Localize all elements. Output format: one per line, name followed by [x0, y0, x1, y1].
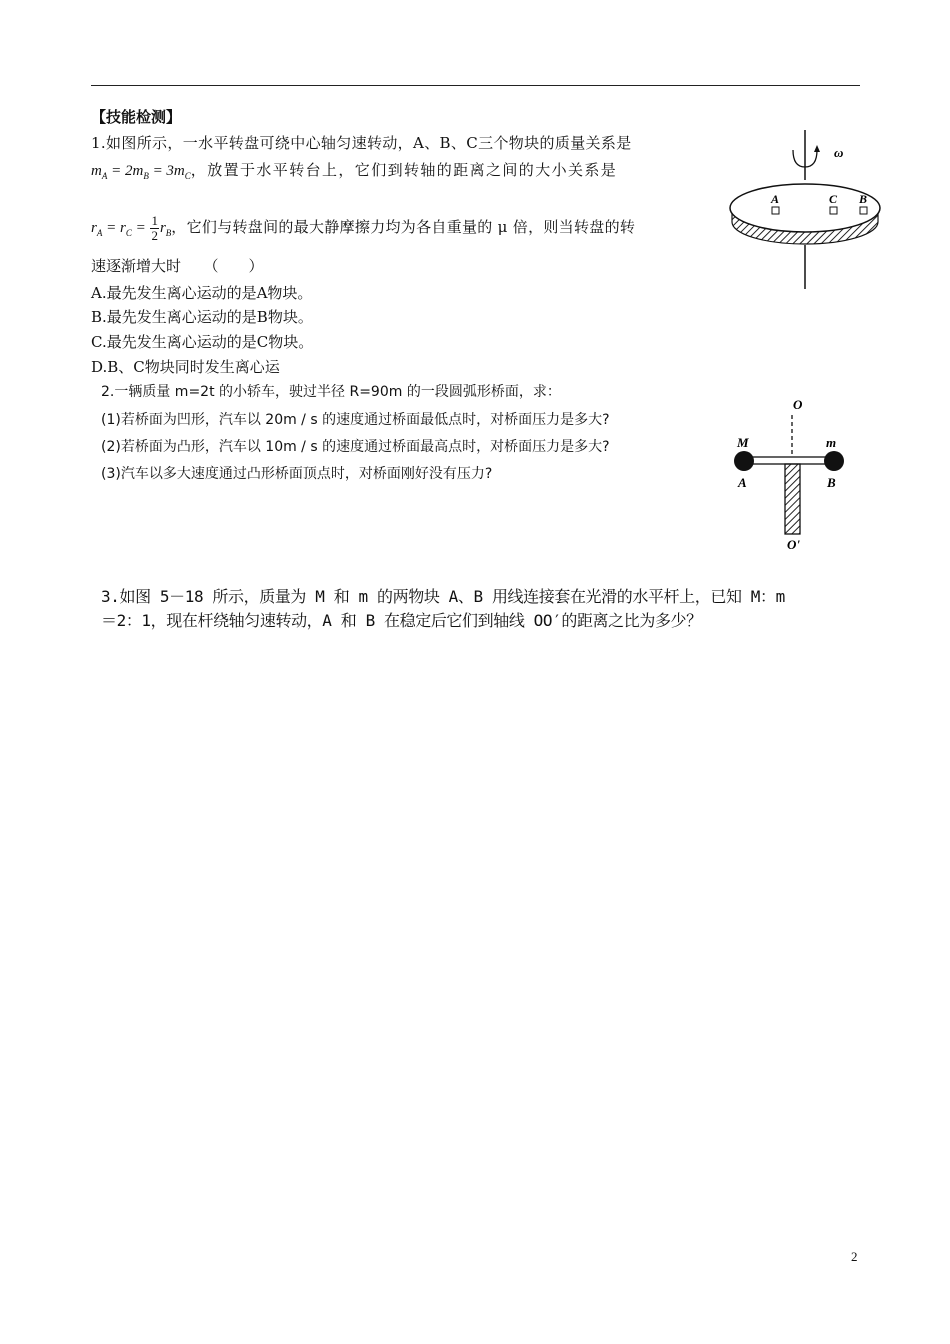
q1-line4: 速逐渐增大时 （ ）	[91, 257, 264, 275]
axis-o-prime-label: O'	[787, 537, 800, 552]
q1-option-d: D.B、C物块同时发生离心运	[91, 358, 280, 376]
page-number: 2	[851, 1249, 858, 1264]
q1-line3-text: ，它们与转盘间的最大静摩擦力均为各自重量的 μ 倍，则当转盘的转	[171, 217, 636, 236]
ball-b	[824, 451, 844, 471]
turntable-disk	[730, 184, 880, 232]
block-b-label: B	[859, 192, 868, 206]
q1-option-b: B.最先发生离心运动的是B物块。	[91, 308, 313, 326]
block-a-label: A	[771, 192, 780, 206]
axis-o-label: O	[793, 397, 803, 412]
fraction-one-half: $\frac{1}{2}$	[151, 213, 158, 243]
ball-a	[734, 451, 754, 471]
block-c	[830, 207, 837, 214]
mass-relation-formula: $m_A = 2m_B = 3m_C$	[91, 163, 191, 181]
q3-line2: ＝2：1，现在杆绕轴匀速转动，A 和 B 在稳定后它们到轴线 OO′的距离之比为多少？	[101, 611, 702, 630]
mass-m-small-label: m	[826, 435, 837, 450]
q1-line1: 1.如图所示，一水平转盘可绕中心轴匀速转动，A、B、C三个物块的质量关系是	[91, 134, 632, 152]
q2-part-3: (3)汽车以多大速度通过凸形桥面顶点时，对桥面刚好没有压力?	[101, 466, 493, 482]
mass-m-capital-label: M	[737, 435, 749, 450]
turntable-figure	[720, 125, 890, 295]
block-c-label: C	[829, 192, 838, 206]
block-a	[772, 207, 779, 214]
q3-line1: 3.如图 5－18 所示，质量为 M 和 m 的两物块 A、B 用线连接套在光滑的水平杆上，已知 M：m	[101, 587, 785, 606]
q1-line3	[91, 214, 635, 243]
q1-option-a: A.最先发生离心运动的是A物块。	[91, 284, 313, 302]
section-title: 【技能检测】	[91, 108, 182, 126]
rotating-rod-figure	[725, 395, 865, 555]
q2-stem: 2.一辆质量 m=2t 的小轿车，驶过半径 R=90m 的一段圆弧形桥面，求：	[101, 384, 561, 400]
q1-option-c: C.最先发生离心运动的是C物块。	[91, 333, 314, 351]
ball-b-label: B	[827, 475, 836, 490]
header-rule	[91, 85, 860, 86]
q2-part-1: (1)若桥面为凹形，汽车以 20m / s 的速度通过桥面最低点时，对桥面压力是多大?	[101, 412, 610, 428]
q1-line2	[91, 160, 617, 186]
ball-a-label: A	[738, 475, 747, 490]
q1-line2-text: ，放置于水平转台上，它们到转轴的距离之间的大小关系是	[190, 161, 618, 179]
block-b	[860, 207, 867, 214]
q2-part-2: (2)若桥面为凸形，汽车以 10m / s 的速度通过桥面最高点时，对桥面压力是多大?	[101, 439, 610, 455]
radius-relation-formula: $r_A = r_C$ = $\frac{1}{2}$ $r_B$	[91, 213, 172, 243]
vertical-shaft	[785, 464, 800, 534]
omega-label: ω	[834, 145, 844, 160]
